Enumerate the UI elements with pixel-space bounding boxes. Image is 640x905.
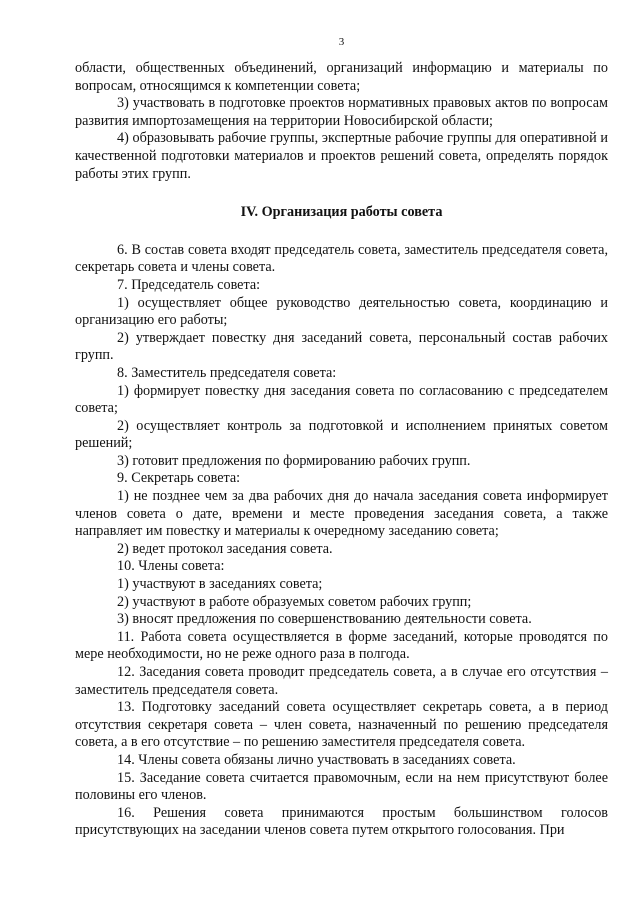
paragraph: 2) участвуют в работе образуемых советом рабочих групп; [117,593,472,610]
page-number: 3 [338,36,345,48]
paragraph: 3) участвовать в подготовке проектов нормативных правовых актов по вопросам развития импортозамещения на территории Новосибирской области; [75,95,608,129]
paragraph: 3) готовит предложения по формированию рабочих групп. [117,452,471,469]
paragraph: 13. Подготовку заседаний совета осуществляет секретарь совета, а в период отсутствия секретаря совета – член совета, назначенный по решению председателя совета, а в его отсутствие – по решению заместителя председателя совета. [75,699,608,751]
paragraph: 1) не позднее чем за два рабочих дня до начала заседания совета информирует членов совета о дате, времени и месте проведения заседания совета, а также направляет им повестку и материалы к очередному заседанию совета; [75,488,608,540]
paragraph: 7. Председатель совета: [117,276,261,293]
paragraph: 2) ведет протокол заседания совета. [117,540,333,557]
paragraph: 15. Заседание совета считается правомочным, если на нем присутствуют более половины его членов. [75,769,608,804]
paragraph: 16. Решения совета принимаются простым большинством голосов присутствующих на заседании членов совета путем открытого голосования. При [75,804,608,839]
paragraph: 10. Члены совета: [117,558,225,575]
paragraph: 1) участвуют в заседаниях совета; [117,576,323,593]
paragraph: 1) осуществляет общее руководство деятельностью совета, координацию и организацию его работы; [75,294,608,329]
paragraph: 3) вносят предложения по совершенствованию деятельности совета. [117,611,532,628]
paragraph: 6. В состав совета входят председатель совета, заместитель председателя совета, секретарь совета и члены совета. [75,241,608,276]
paragraph: 2) утверждает повестку дня заседаний совета, персональный состав рабочих групп. [75,329,608,364]
paragraph: 9. Секретарь совета: [117,470,241,487]
paragraph: 2) осуществляет контроль за подготовкой и исполнением принятых советом решений; [75,417,608,452]
paragraph: 4) образовывать рабочие группы, экспертные рабочие группы для оперативной и качественной подготовки материалов и проектов решений совета, определять порядок работы этих групп. [75,130,608,182]
paragraph: 12. Заседания совета проводит председатель совета, а в случае его отсутствия – заместитель председателя совета. [75,664,608,698]
paragraph: 14. Члены совета обязаны лично участвовать в заседаниях совета. [117,751,516,768]
before-section-text [75,60,608,183]
paragraph: 8. Заместитель председателя совета: [117,364,337,381]
paragraph: 1) формирует повестку дня заседания совета по согласованию с председателем совета; [75,382,608,417]
paragraph: 11. Работа совета осуществляется в форме заседаний, которые проводятся по мере необходимости, но не реже одного раза в полгода. [75,628,608,663]
section-body [75,242,608,840]
section-heading: IV. Организация работы совета [240,204,443,221]
paragraph: области, общественных объединений, организаций информацию и материалы по вопросам, относящимся к компетенции совета; [75,60,608,94]
